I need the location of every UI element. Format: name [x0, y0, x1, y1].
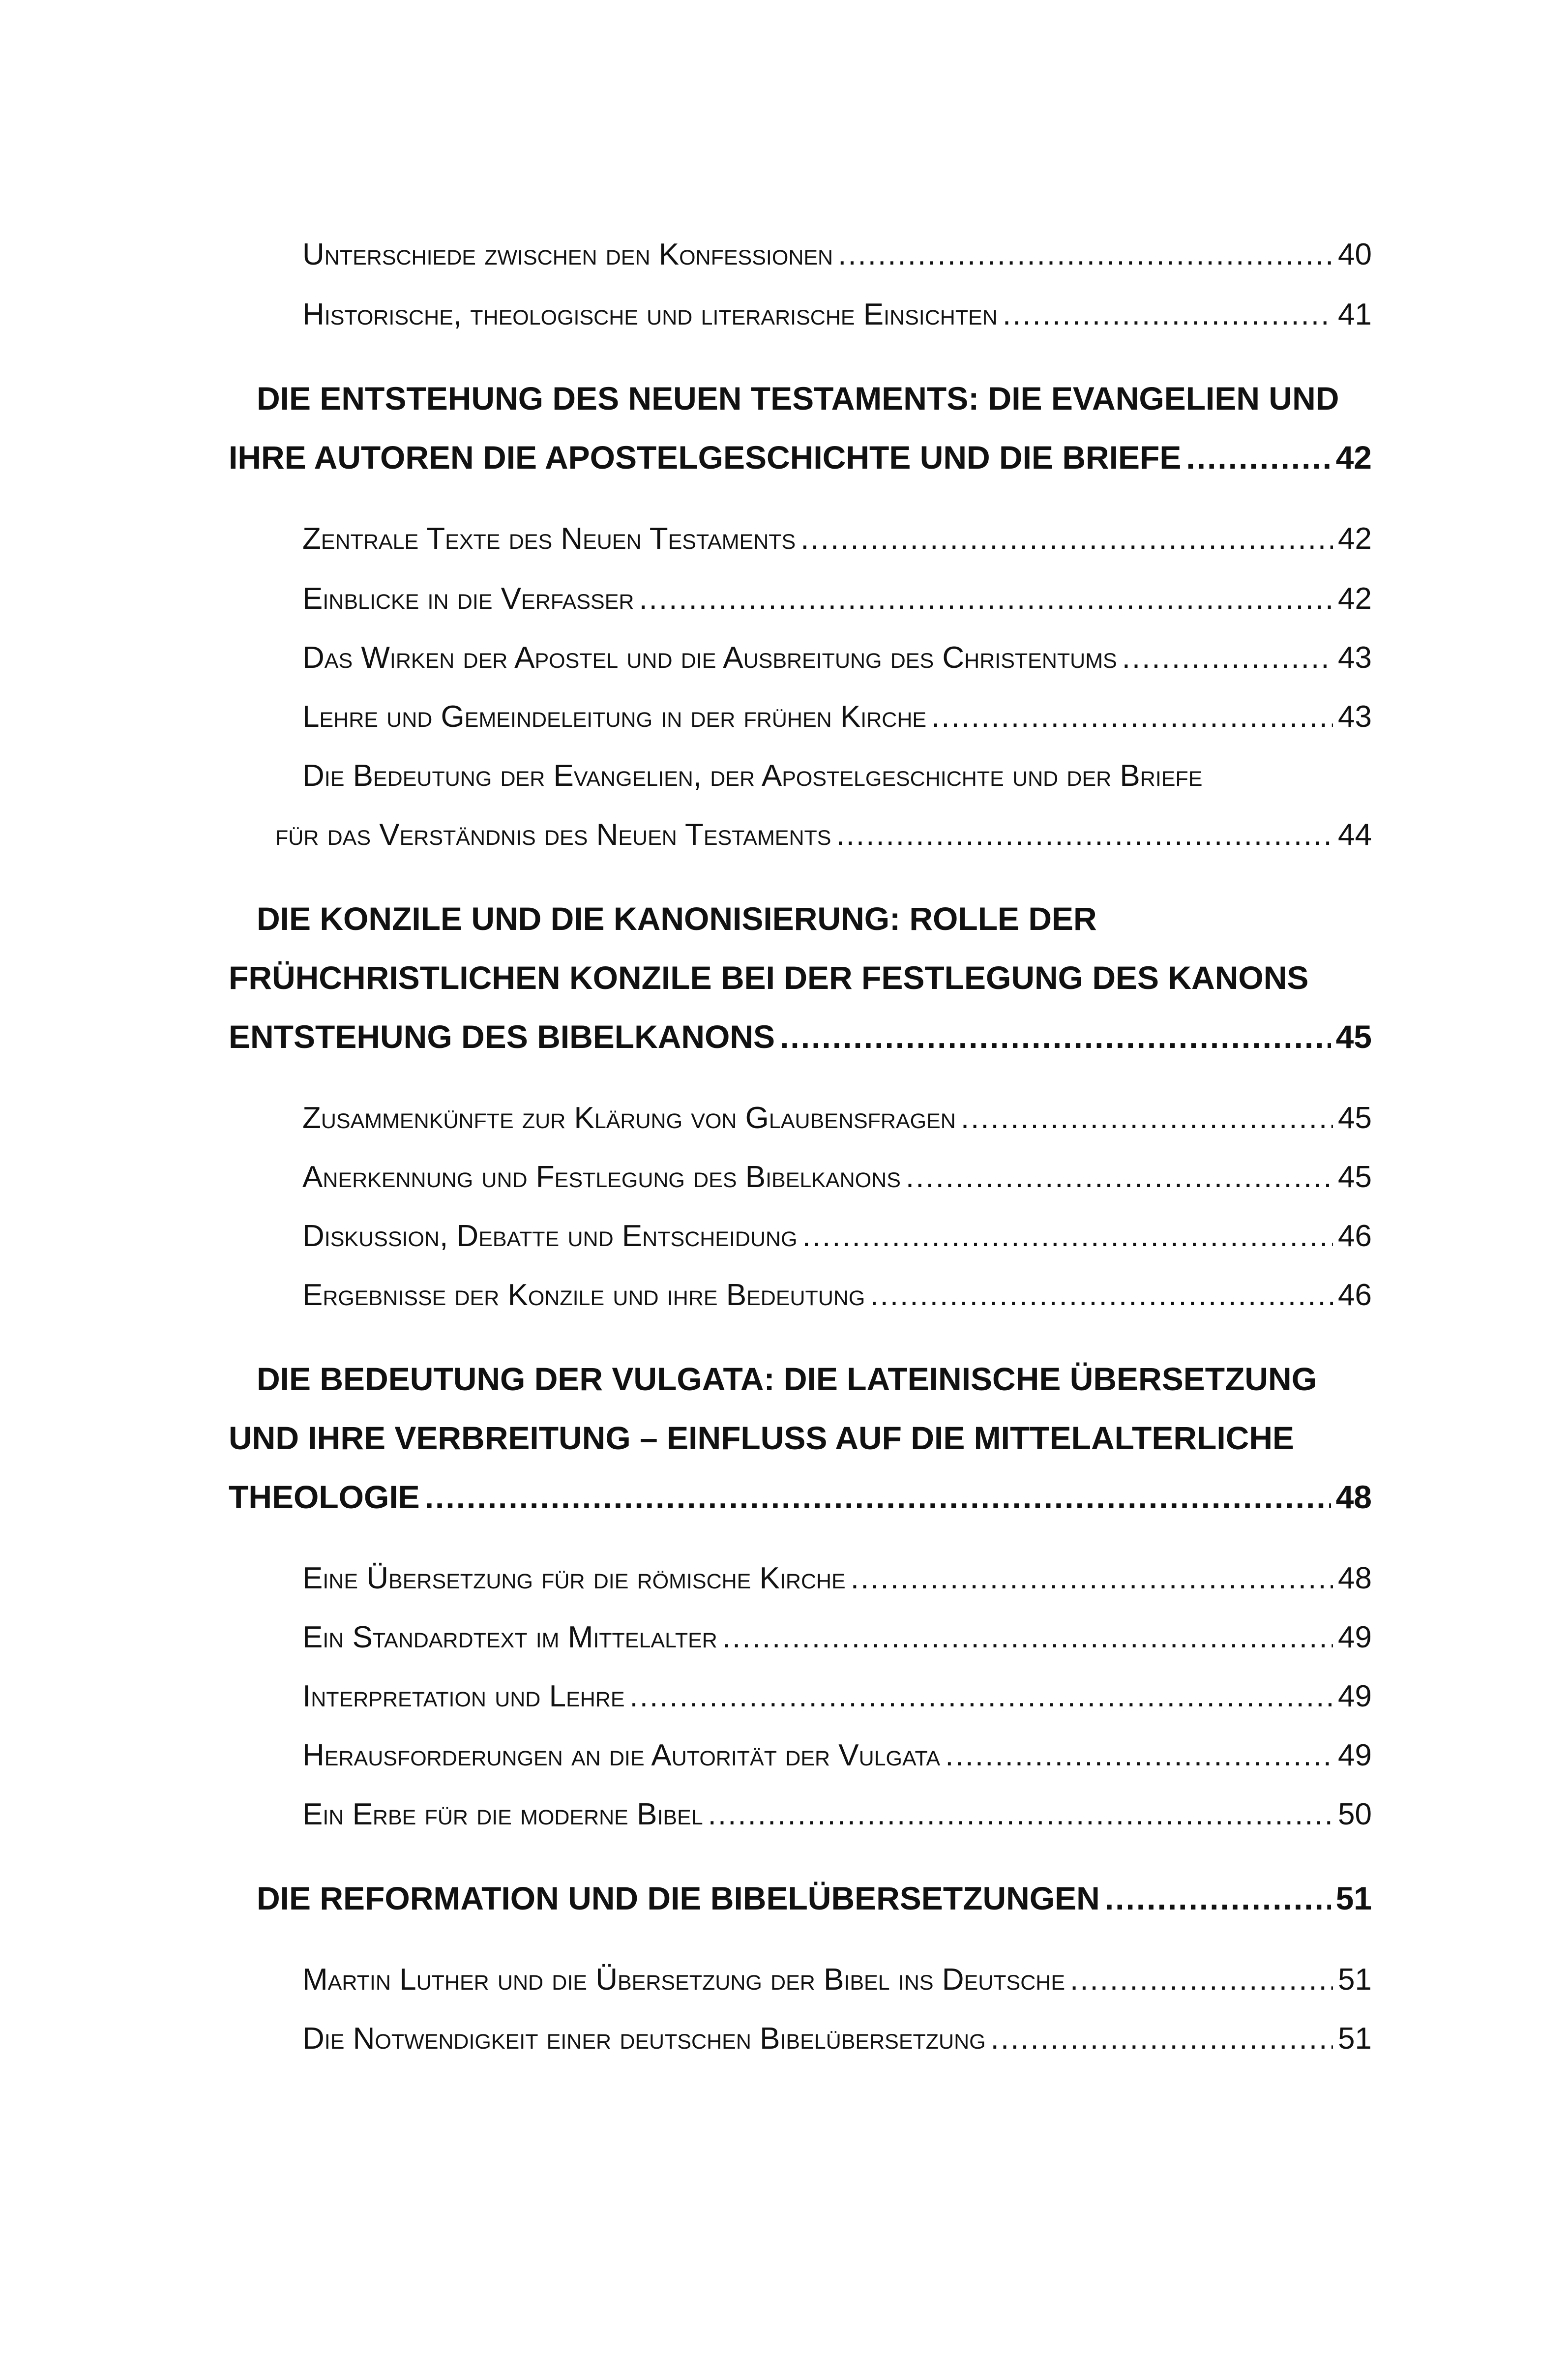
dot-leader — [780, 1012, 1331, 1061]
dot-leader — [945, 1732, 1333, 1779]
toc-entry-title: Diskussion, Debatte und Entscheidung — [302, 1219, 798, 1253]
toc-entry[interactable] — [302, 1956, 1372, 2003]
toc-entry-page: 43 — [1338, 641, 1372, 675]
toc-entry[interactable] — [302, 1095, 1372, 1142]
chapter-page: 51 — [1335, 1880, 1372, 1916]
chapter-entry[interactable] — [229, 1012, 1372, 1061]
chapter-title-line[interactable]: FRÜHCHRISTLICHEN KONZILE BEI DER FESTLEGUNG DES KANONS — [229, 959, 1309, 996]
toc-entry[interactable] — [302, 1154, 1372, 1201]
toc-entry-title-line[interactable]: Die Bedeutung der Evangelien, der Apostelgeschichte und der Briefe — [302, 759, 1203, 793]
toc-entry-page: 44 — [1338, 818, 1372, 852]
toc-entry-title: Unterschiede zwischen den Konfessionen — [302, 238, 833, 271]
dot-leader — [851, 1555, 1333, 1602]
toc-entry-title: Herausforderungen an die Autorität der Vulgata — [302, 1738, 941, 1772]
toc-entry-title: Interpretation und Lehre — [302, 1679, 625, 1713]
toc-entry-title: Zusammenkünfte zur Klärung von Glaubensfragen — [302, 1101, 956, 1135]
toc-entry[interactable] — [302, 1614, 1372, 1661]
toc-entry-page: 49 — [1338, 1738, 1372, 1772]
toc-entry-title: Lehre und Gemeindeleitung in der frühen Kirche — [302, 700, 927, 734]
dot-leader — [708, 1791, 1333, 1838]
toc-entry-page: 42 — [1338, 522, 1372, 556]
chapter-title: THEOLOGIE — [229, 1479, 420, 1515]
toc-entry-page: 46 — [1338, 1278, 1372, 1312]
dot-leader — [836, 811, 1333, 859]
toc-entry-title: Einblicke in die Verfasser — [302, 582, 634, 616]
toc-entry-title: Die Notwendigkeit einer deutschen Bibelübersetzung — [302, 2022, 986, 2056]
chapter-entry[interactable] — [257, 1874, 1372, 1923]
chapter-title: ENTSTEHUNG DES BIBELKANONS — [229, 1018, 775, 1055]
dot-leader — [425, 1472, 1331, 1522]
toc-entry[interactable] — [302, 1791, 1372, 1838]
dot-leader — [931, 693, 1333, 741]
chapter-entry[interactable] — [229, 1472, 1372, 1522]
dot-leader — [1186, 433, 1331, 482]
dot-leader — [630, 1673, 1333, 1720]
dot-leader — [1105, 1874, 1331, 1923]
dot-leader — [870, 1272, 1333, 1319]
toc-entry-page: 49 — [1338, 1679, 1372, 1713]
dot-leader — [906, 1154, 1333, 1201]
dot-leader — [802, 1213, 1333, 1260]
toc-entry-title: Eine Übersetzung für die römische Kirche — [302, 1561, 846, 1595]
toc-entry-title: Das Wirken der Apostel und die Ausbreitung des Christentums — [302, 641, 1117, 675]
dot-leader — [1003, 291, 1333, 338]
dot-leader — [838, 231, 1333, 278]
dot-leader — [1122, 634, 1333, 682]
toc-entry-title: Zentrale Texte des Neuen Testaments — [302, 522, 796, 556]
toc-entry-page: 51 — [1338, 2022, 1372, 2056]
toc-entry[interactable] — [275, 811, 1372, 859]
toc-entry-page: 42 — [1338, 582, 1372, 616]
toc-entry-page: 49 — [1338, 1620, 1372, 1654]
toc-entry[interactable] — [302, 291, 1372, 338]
toc-entry[interactable] — [302, 575, 1372, 623]
toc-entry-title: Martin Luther und die Übersetzung der Bibel ins Deutsche — [302, 1963, 1065, 1997]
dot-leader — [961, 1095, 1333, 1142]
dot-leader — [639, 575, 1333, 623]
toc-entry[interactable] — [302, 2015, 1372, 2062]
toc-entry-title: Ein Erbe für die moderne Bibel — [302, 1797, 703, 1831]
toc-entry-page: 51 — [1338, 1963, 1372, 1997]
toc-entry-title: Ein Standardtext im Mittelalter — [302, 1620, 717, 1654]
toc-entry-page: 43 — [1338, 700, 1372, 734]
dot-leader — [1070, 1956, 1333, 2003]
chapter-title: DIE REFORMATION UND DIE BIBELÜBERSETZUNGEN — [257, 1880, 1100, 1916]
toc-entry-page: 48 — [1338, 1561, 1372, 1595]
chapter-title-line[interactable]: UND IHRE VERBREITUNG – EINFLUSS AUF DIE MITTELALTERLICHE — [229, 1420, 1295, 1456]
toc-entry-page: 41 — [1338, 298, 1372, 331]
chapter-title-line[interactable]: DIE BEDEUTUNG DER VULGATA: DIE LATEINISCHE ÜBERSETZUNG — [257, 1361, 1317, 1397]
chapter-page: 42 — [1335, 439, 1372, 476]
dot-leader — [722, 1614, 1333, 1661]
toc-entry-title: Historische, theologische und literarische Einsichten — [302, 298, 998, 331]
toc-entry[interactable] — [302, 1555, 1372, 1602]
toc-entry[interactable] — [302, 634, 1372, 682]
toc-entry-page: 45 — [1338, 1101, 1372, 1135]
toc-entry-page: 50 — [1338, 1797, 1372, 1831]
toc-entry-title: für das Verständnis des Neuen Testaments — [275, 818, 831, 852]
toc-entry[interactable] — [302, 693, 1372, 741]
toc-entry[interactable] — [302, 1272, 1372, 1319]
toc-entry[interactable] — [302, 1732, 1372, 1779]
chapter-title-line[interactable]: DIE ENTSTEHUNG DES NEUEN TESTAMENTS: DIE EVANGELIEN UND — [257, 380, 1339, 417]
toc-entry-page: 40 — [1338, 238, 1372, 271]
toc-entry-title: Ergebnisse der Konzile und ihre Bedeutung — [302, 1278, 865, 1312]
chapter-entry[interactable] — [229, 433, 1372, 482]
toc-entry-page: 45 — [1338, 1160, 1372, 1194]
dot-leader — [800, 515, 1333, 563]
chapter-title: IHRE AUTOREN DIE APOSTELGESCHICHTE UND DIE BRIEFE — [229, 439, 1182, 476]
toc-entry-title: Anerkennung und Festlegung des Bibelkanons — [302, 1160, 901, 1194]
dot-leader — [991, 2015, 1333, 2062]
toc-entry[interactable] — [302, 515, 1372, 563]
toc-entry-page: 46 — [1338, 1219, 1372, 1253]
toc-entry[interactable] — [302, 231, 1372, 278]
chapter-page: 48 — [1335, 1479, 1372, 1515]
toc-entry[interactable] — [302, 1673, 1372, 1720]
chapter-page: 45 — [1335, 1018, 1372, 1055]
chapter-title-line[interactable]: DIE KONZILE UND DIE KANONISIERUNG: ROLLE DER — [257, 900, 1097, 937]
toc-entry[interactable] — [302, 1213, 1372, 1260]
